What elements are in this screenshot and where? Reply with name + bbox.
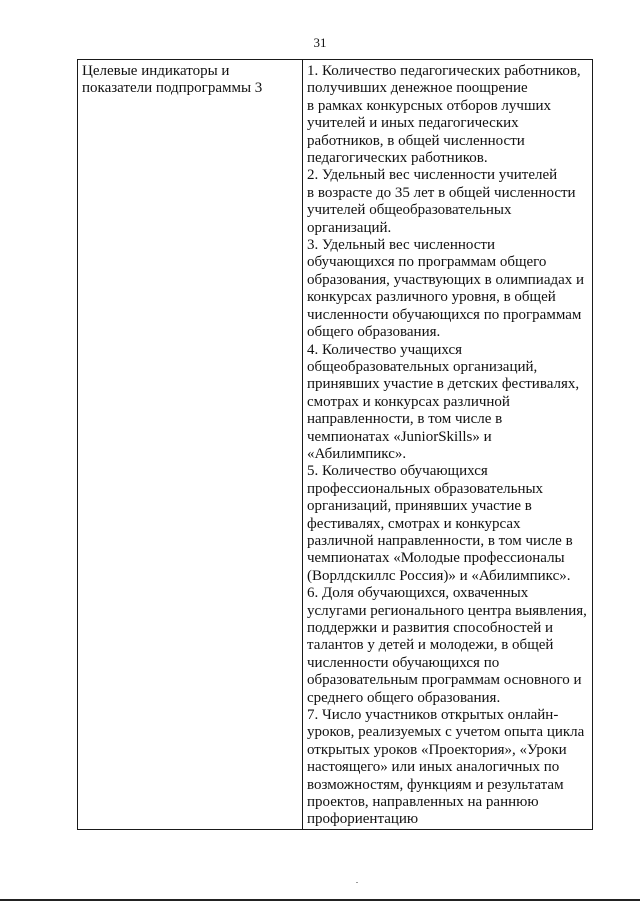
scan-artifact [356,882,358,883]
text-line: различной направленности, в том числе в [307,532,573,549]
text-line: в рамках конкурсных отборов лучших [307,97,552,114]
text-line: 4. Количество учащихся [307,341,462,358]
text-line: обучающихся по программам общего [307,254,547,271]
text-line: образовательным программам основного и [307,672,582,689]
text-line: фестивалях, смотрах и конкурсах [307,515,521,532]
page-bottom-rule [0,899,640,901]
text-line: педагогических работников. [307,150,488,167]
indicators-label-cell [78,60,303,830]
text-line: направленности, в том числе в [307,411,503,428]
text-line: принявших участие в детских фестивалях, [307,376,580,393]
text-line: численности обучающихся по [307,654,500,671]
text-line: Целевые индикаторы и [82,63,230,79]
indicators-content-cell [303,60,593,830]
text-line: услугами регионального центра выявления, [307,602,587,619]
text-line: смотрах и конкурсах различной [307,393,510,410]
text-line: общеобразовательных организаций, [307,358,538,375]
text-line: «Абилимпикс». [307,445,407,462]
text-line: талантов у детей и молодежи, в общей [307,637,554,654]
text-line: работников, в общей численности [307,132,525,149]
text-line: проектов, направленных на раннюю [307,794,539,811]
text-line: получивших денежное поощрение [307,80,528,97]
text-line: профессиональных образовательных [307,480,544,497]
text-line: уроков, реализуемых с учетом опыта цикла [307,724,585,741]
text-line: численности обучающихся по программам [307,306,582,323]
text-line: 1. Количество педагогических работников, [307,63,581,79]
text-line: показатели подпрограммы 3 [82,80,263,97]
text-line: открытых уроков «Проектория», «Уроки [307,741,567,758]
text-line: 2. Удельный вес численности учителей [307,167,558,184]
text-line: настоящего» или иных аналогичных по [307,759,560,776]
text-line: общего образования. [307,324,441,341]
table-row [78,60,593,830]
text-line: учителей общеобразовательных [307,202,512,219]
text-line: чемпионатах «Молодые профессионалы [307,550,565,567]
text-line: (Ворлдскиллс Россия)» и «Абилимпикс». [307,567,571,584]
text-line: 6. Доля обучающихся, охваченных [307,585,529,602]
text-line: 5. Количество обучающихся [307,463,488,480]
text-line: образования, участвующих в олимпиадах и [307,271,585,288]
page-number: 31 [313,35,327,50]
text-line: среднего общего образования. [307,689,501,706]
text-line: возможностям, функциям и результатам [307,776,564,793]
text-line: 7. Число участников открытых онлайн- [307,707,559,724]
text-line: 3. Удельный вес численности [307,237,495,254]
text-line: конкурсах различного уровня, в общей [307,289,556,306]
text-line: поддержки и развития способностей и [307,620,554,636]
text-line: чемпионатах «JuniorSkills» и [307,428,492,445]
text-line: в возрасте до 35 лет в общей численности [307,184,576,201]
text-line: профориентацию [307,811,419,828]
text-line: организаций. [307,219,392,236]
indicators-table [77,59,593,830]
text-line: организаций, принявших участие в [307,498,532,515]
text-line: учителей и иных педагогических [307,115,519,132]
